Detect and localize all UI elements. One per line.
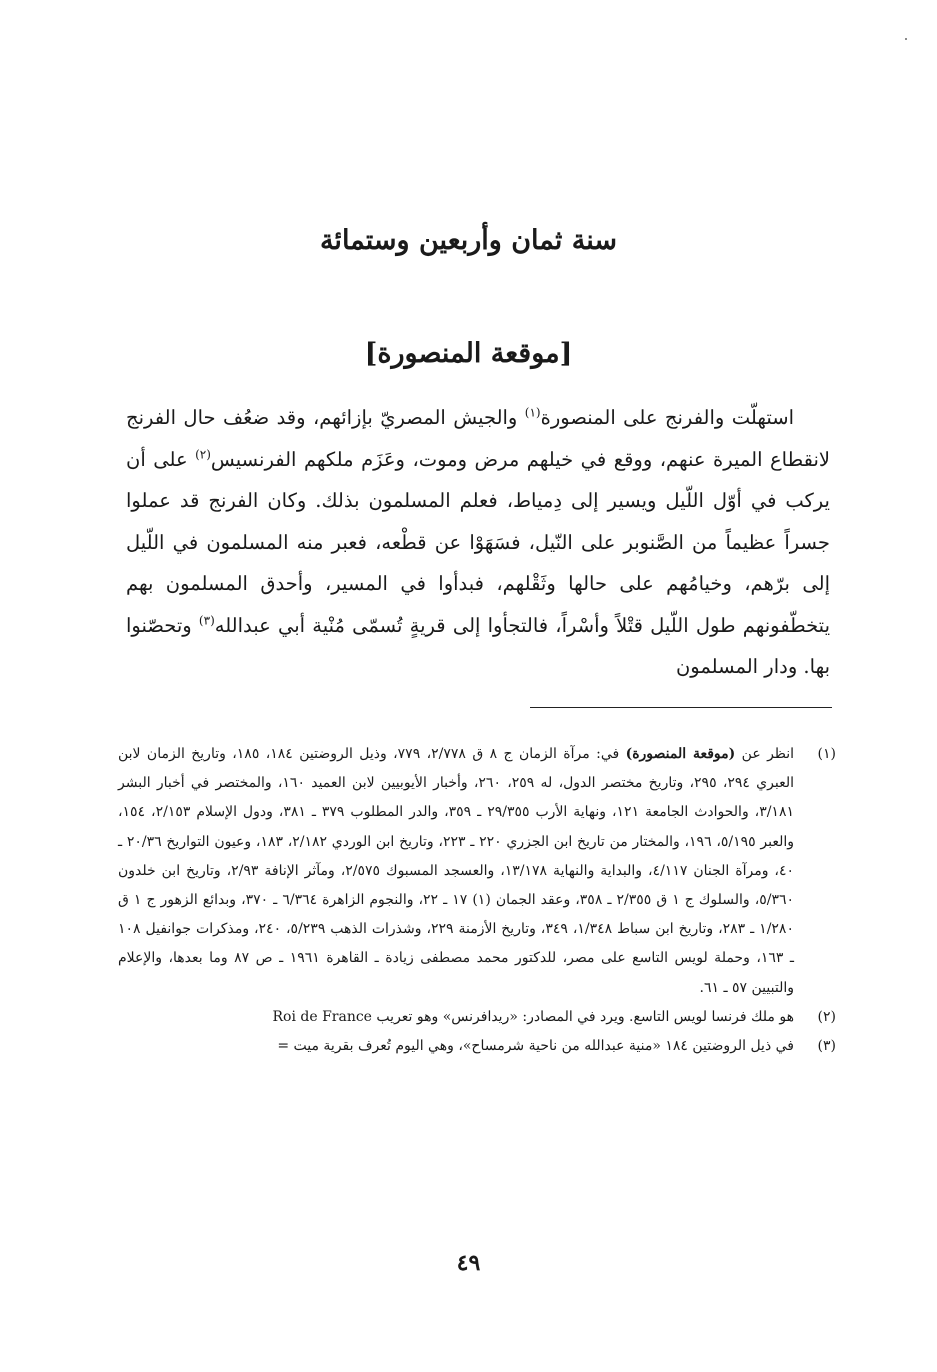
footnote-3-body: في ذيل الروضتين ١٨٤ «منية عبدالله من ناحية شرمساح»، وهي اليوم تُعرف بقرية ميت = bbox=[277, 1038, 794, 1055]
footnote-marker-1[interactable]: (١) bbox=[524, 405, 541, 420]
body-paragraph bbox=[126, 397, 830, 688]
body-text-part-2: والجيش المصريّ بإزائهم، وقد ضعُف حال الفرنج لانقطاع الميرة عنهم، ووقع في خيلهم مرض وموت، وعَزَم ملكهم الفرنسيس bbox=[126, 406, 830, 471]
page-number: ٤٩ bbox=[456, 1250, 481, 1276]
footnote-2-latin-term: Roi de France bbox=[272, 1008, 372, 1025]
footnote-2-body: هو ملك فرنسا لويس التاسع. ويرد في المصادر: «ريدافرنس» وهو تعريب bbox=[376, 1008, 794, 1025]
footnote-1-number: (١) bbox=[817, 746, 836, 762]
body-text-part-3: على أن يركب في أوّل اللّيل ويسير إلى دِمياط، فعلم المسلمون بذلك. وكان الفرنج قد عملوا جسراً عظيماً من الصَّنوبر على النّيل، فسَهَوْا عن قطْعه، فعبر منه المسلمون في اللّيل إلى برّهم، وخيامُهم على حالها وثَقْلهم، فبدأوا في المسير، وأحدق المسلمون بهم يتخطّفونهم طول اللّيل قتْلاً وأسْراً، فالتجأوا إلى قريةٍ تُسمّى مُنْية أبي عبدالله bbox=[126, 447, 830, 637]
body-text-part-4: وتحصّنوا بها. ودار المسلمون bbox=[126, 613, 830, 678]
chapter-title: سنة ثمان وأربعين وستمائة bbox=[319, 225, 618, 256]
footnote-2 bbox=[118, 1003, 836, 1032]
footnote-2-text bbox=[118, 1003, 794, 1032]
scan-speck bbox=[905, 38, 907, 40]
body-text-part-1: استهلّت والفرنج على المنصورة bbox=[540, 406, 794, 429]
footnote-3 bbox=[118, 1032, 836, 1061]
footnote-1-lead: انظر عن bbox=[735, 746, 795, 762]
footnote-1 bbox=[118, 740, 836, 1003]
footnote-1-body: في: مرآة الزمان ج ٨ ق ٢/٧٧٨، ٧٧٩، وذيل الروضتين ١٨٤، ١٨٥، وتاريخ الزمان لابن العبري ٢٩٤، ٢٩٥، وتاريخ مختصر الدول، له ٢٥٩، ٢٦٠، وأخبار الأيوبيين لابن العميد ١٦٠، والمختصر في أخبار البشر ٣/١٨١، والحوادث الجامعة ١٢١، ونهاية الأرب ٢٩/٣٥٥ ـ ٣٥٩، والدر المطلوب ٣٧٩ ـ ٣٨١، ودول الإسلام ٢/١٥٣، ١٥٤، والعبر ٥/١٩٥، ١٩٦، والمختار من تاريخ ابن الجزري ٢٢٠ ـ ٢٢٣، وتاريخ ابن الوردي ٢/١٨٢، ١٨٣، وعيون التواريخ ٢٠/٣٦ ـ ٤٠، ومرآة الجنان ٤/١١٧، والبداية والنهاية ١٣/١٧٨، والعسجد المسبوك ٢/٥٧٥، ومآثر الإنافة ٢/٩٣، وتاريخ ابن خلدون ٥/٣٦٠، والسلوك ج ١ ق ٢/٣٥٥ ـ ٣٥٨، وعقد الجمان (١) ١٧ ـ ٢٢، والنجوم الزاهرة ٦/٣٦٤ ـ ٣٧٠، وبدائع الزهور ج ١ ق ١/٢٨٠ ـ ٢٨٣، وتاريخ ابن سباط ١/٣٤٨، ٣٤٩، وتاريخ الأزمنة ٢٢٩، وشذرات الذهب ٥/٢٣٩، ٢٤٠، ومذكرات جوانفيل ١٠٨ ـ ١٦٣، وحملة لويس التاسع على مصر، للدكتور محمد مصطفى زيادة ـ القاهرة ١٩٦١ ـ ص ٨٧ وما بعدها، والإعلام والتبيين ٥٧ ـ ٦١. bbox=[118, 746, 795, 996]
footnotes-section bbox=[118, 740, 836, 1061]
footnote-marker-2[interactable]: (٢) bbox=[195, 447, 211, 461]
footnote-1-text bbox=[118, 740, 794, 1003]
footnote-3-number: (٣) bbox=[817, 1038, 836, 1055]
footnote-separator bbox=[530, 707, 832, 708]
footnote-1-bold-term: (موقعة المنصورة) bbox=[625, 746, 736, 762]
section-title: [موقعة المنصورة] bbox=[364, 338, 573, 369]
footnote-2-number: (٢) bbox=[817, 1008, 836, 1025]
footnote-marker-3[interactable]: (٣) bbox=[198, 613, 215, 627]
